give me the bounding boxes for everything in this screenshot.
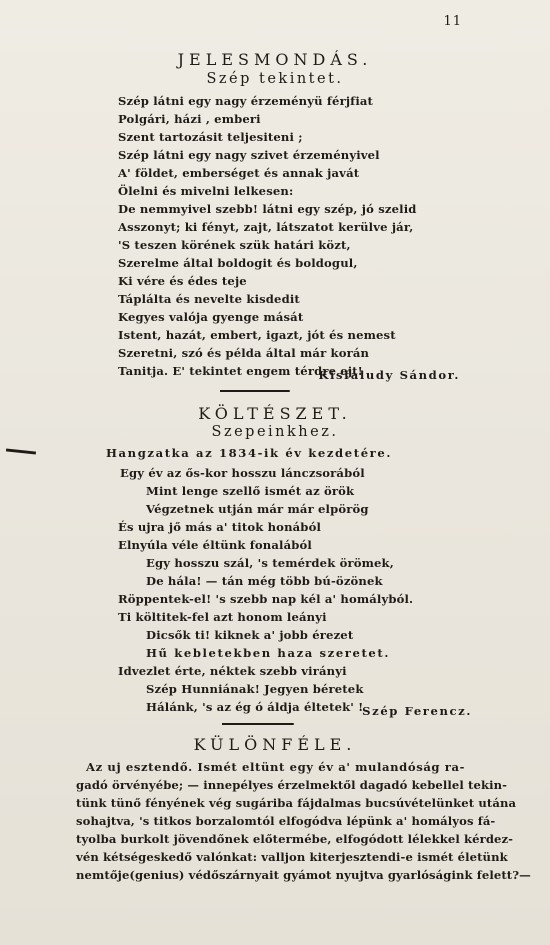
poem2-line: Szép Hunniának! Jegyen béretek xyxy=(146,682,364,696)
section-heading-kolteszet: KÖLTÉSZET. xyxy=(198,404,352,423)
poem2-line: Mint lenge szellő ismét az örök xyxy=(146,484,355,498)
poem1-author: Kisfaludy Sándor. xyxy=(318,368,460,382)
poem2-author: Szép Ferencz. xyxy=(362,704,472,718)
poem1-line: 'S teszen körének szük határi közt, xyxy=(118,238,351,252)
page-number: 11 xyxy=(443,14,462,29)
poem2-line: Idvezlet érte, néktek szebb virányi xyxy=(118,664,347,678)
poem1-line: Polgári, házi , emberi xyxy=(118,112,261,126)
poem2-line: Egy hosszu szál, 's temérdek örömek, xyxy=(146,556,394,570)
poem1-line: De nemmyivel szebb! látni egy szép, jó szelid xyxy=(118,202,417,216)
prose-line: vén kétségeskedő valónkat: valljon kiterjesztendi-e ismét életünk xyxy=(76,850,508,864)
poem1-line: Tanitja. E' tekintet engem térdre ejt! xyxy=(118,364,363,378)
poem1-line: Szerelme által boldogit és boldogul, xyxy=(118,256,358,270)
poem2-line: Egy év az ős-kor hosszu lánczsorából xyxy=(120,466,365,480)
poem1-line: Ki vére és édes teje xyxy=(118,274,247,288)
section-divider xyxy=(220,390,290,392)
poem-subtitle: Hangzatka az 1834-ik év kezdetére. xyxy=(106,446,392,460)
poem1-line: Asszonyt; ki fényt, zajt, látszatot kerülve jár, xyxy=(118,220,414,234)
poem-title-szepeinkhez: Szepeinkhez. xyxy=(211,424,339,440)
poem2-line: És ujra jő más a' titok honából xyxy=(118,520,322,534)
poem2-line: Röppentek-el! 's szebb nap kél a' homályból. xyxy=(118,592,414,606)
section-heading-kulonfele: KÜLÖNFÉLE. xyxy=(193,735,357,754)
poem2-line: Hálánk, 's az ég ó áldja éltetek' ! xyxy=(146,700,364,714)
section-divider xyxy=(222,723,294,725)
poem-title-szep-tekintet: Szép tekintet. xyxy=(206,71,344,87)
section-heading-jelesmondas: JELESMONDÁS. xyxy=(177,50,373,69)
poem1-line: Táplálta és nevelte kisdedit xyxy=(118,292,300,306)
poem1-line: Kegyes valója gyenge mását xyxy=(118,310,304,324)
prose-line: nemtője(genius) védőszárnyait gyámot nyujtva gyarlóságink felett?— xyxy=(76,868,531,882)
poem1-line: Szent tartozásit teljesiteni ; xyxy=(118,130,303,144)
poem1-line: Istent, hazát, embert, igazt, jót és nemest xyxy=(118,328,396,342)
poem2-line: De hála! — tán még több bú-özönek xyxy=(146,574,383,588)
margin-pen-mark xyxy=(6,448,36,454)
poem1-line: Szeretni, szó és példa által már korán xyxy=(118,346,370,360)
prose-line: tyolba burkolt jövendőnek előtermébe, elfogódott lélekkel kérdez- xyxy=(76,832,514,846)
poem2-line: Dicsők ti! kiknek a' jobb érezet xyxy=(146,628,354,642)
poem2-line: Hű kebletekben haza szeretet. xyxy=(146,646,390,660)
poem1-line: Szép látni egy nagy érzeményü férjfiat xyxy=(118,94,374,108)
poem1-line: A' földet, emberséget és annak javát xyxy=(118,166,360,180)
poem2-line: Végzetnek utján már már elpörög xyxy=(146,502,369,516)
prose-line: sohajtva, 's titkos borzalomtól elfogódva lépünk a' homályos fá- xyxy=(76,814,496,828)
poem2-line: Elnyúla véle éltünk fonalából xyxy=(118,538,312,552)
poem1-line: Ölelni és mivelni lelkesen: xyxy=(118,184,294,198)
prose-line: gadó örvényébe; — innepélyes érzelmektől dagadó kebellel tekin- xyxy=(76,778,508,792)
poem2-line: Ti költitek-fel azt honom leányi xyxy=(118,610,327,624)
poem1-line: Szép látni egy nagy szivet érzeményivel xyxy=(118,148,380,162)
prose-line: Az uj esztendő. Ismét eltünt egy év a' mulandóság ra- xyxy=(86,760,466,774)
prose-line: tünk tünő fényének vég sugáriba fájdalmas bucsúvételünket utána xyxy=(76,796,517,810)
